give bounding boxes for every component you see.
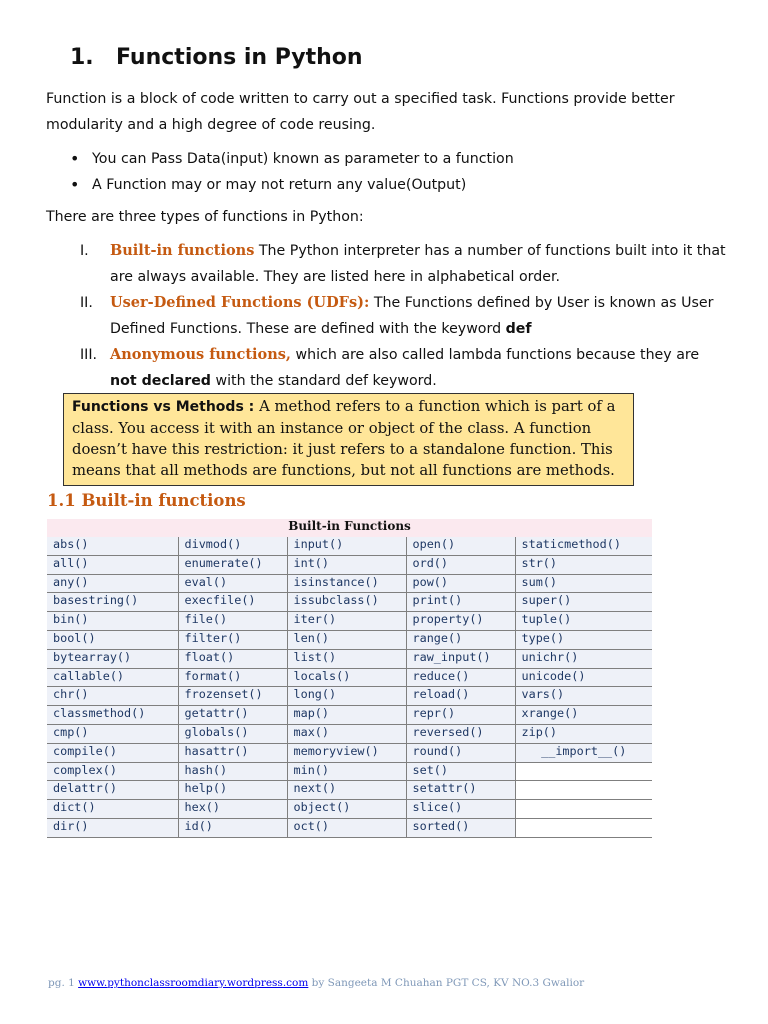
function-types-list bbox=[60, 238, 730, 394]
table-row bbox=[47, 800, 652, 819]
table-cell bbox=[515, 781, 652, 800]
type-item-builtin bbox=[60, 238, 730, 290]
table-row bbox=[47, 781, 652, 800]
table-cell bbox=[515, 818, 652, 837]
table-row bbox=[47, 724, 652, 743]
table-cell: super() bbox=[515, 593, 652, 612]
table-row bbox=[47, 762, 652, 781]
table-cell: int() bbox=[287, 555, 406, 574]
table-cell: ord() bbox=[406, 555, 515, 574]
table-row bbox=[47, 743, 652, 762]
table-cell: set() bbox=[406, 762, 515, 781]
table-cell: min() bbox=[287, 762, 406, 781]
table-cell: bin() bbox=[47, 612, 178, 631]
footer-author: by Sangeeta M Chuahan PGT CS, KV NO.3 Gwalior bbox=[308, 977, 585, 989]
table-cell: unichr() bbox=[515, 649, 652, 668]
table-cell: basestring() bbox=[47, 593, 178, 612]
bullet-item: • You can Pass Data(input) known as parameter to a function bbox=[70, 146, 514, 172]
table-row bbox=[47, 555, 652, 574]
table-cell: iter() bbox=[287, 612, 406, 631]
bold-not-declared: not declared bbox=[110, 373, 211, 389]
table-cell: file() bbox=[178, 612, 287, 631]
table-cell: all() bbox=[47, 555, 178, 574]
table-caption: Built-in Functions bbox=[47, 519, 652, 537]
keyword-def: def bbox=[505, 321, 532, 337]
table-cell: open() bbox=[406, 537, 515, 555]
table-cell bbox=[515, 762, 652, 781]
table-cell: long() bbox=[287, 687, 406, 706]
table-cell: any() bbox=[47, 574, 178, 593]
table-cell: unicode() bbox=[515, 668, 652, 687]
table-cell: compile() bbox=[47, 743, 178, 762]
table-cell: print() bbox=[406, 593, 515, 612]
table-row bbox=[47, 668, 652, 687]
table-cell: repr() bbox=[406, 706, 515, 725]
type-desc-end: with the standard def keyword. bbox=[210, 373, 437, 389]
table-cell: delattr() bbox=[47, 781, 178, 800]
footer-link[interactable]: www.pythonclassroomdiary.wordpress.com bbox=[78, 977, 309, 989]
table-cell: round() bbox=[406, 743, 515, 762]
table-cell: range() bbox=[406, 630, 515, 649]
page-footer bbox=[48, 977, 584, 989]
table-cell: classmethod() bbox=[47, 706, 178, 725]
table-cell: reload() bbox=[406, 687, 515, 706]
table-cell: sorted() bbox=[406, 818, 515, 837]
note-text: A method refers to a function which is part of a class. You access it with an instance or object of the class. A function doesn’t have this restriction: it just refers to a standalone function. This means that all methods are functions, but not all functions are methods. bbox=[72, 398, 616, 479]
table-row bbox=[47, 537, 652, 555]
type-desc: which are also called lambda functions because they are bbox=[290, 347, 700, 363]
table-cell: cmp() bbox=[47, 724, 178, 743]
table-row bbox=[47, 706, 652, 725]
table-cell: input() bbox=[287, 537, 406, 555]
table-cell: dir() bbox=[47, 818, 178, 837]
table-row bbox=[47, 593, 652, 612]
term-anonymous: Anonymous functions, bbox=[110, 346, 291, 363]
table-cell: execfile() bbox=[178, 593, 287, 612]
types-intro: There are three types of functions in Python: bbox=[46, 209, 364, 225]
table-cell: format() bbox=[178, 668, 287, 687]
table-cell: memoryview() bbox=[287, 743, 406, 762]
title-number: 1. bbox=[70, 45, 94, 70]
table-cell: divmod() bbox=[178, 537, 287, 555]
table-cell: id() bbox=[178, 818, 287, 837]
section-heading: 1.1 Built-in functions bbox=[47, 491, 246, 510]
builtin-functions-table bbox=[47, 519, 652, 838]
table-row bbox=[47, 818, 652, 837]
table-cell: float() bbox=[178, 649, 287, 668]
bullet-list bbox=[70, 146, 514, 198]
table-cell: vars() bbox=[515, 687, 652, 706]
table-cell: isinstance() bbox=[287, 574, 406, 593]
numeral: I. bbox=[80, 243, 89, 259]
term-udf: User-Defined Functions (UDFs): bbox=[110, 294, 370, 311]
table-cell: eval() bbox=[178, 574, 287, 593]
table-cell: reduce() bbox=[406, 668, 515, 687]
table-cell: zip() bbox=[515, 724, 652, 743]
table-cell bbox=[515, 800, 652, 819]
table-row bbox=[47, 574, 652, 593]
table-cell: setattr() bbox=[406, 781, 515, 800]
table-cell: len() bbox=[287, 630, 406, 649]
table-cell: next() bbox=[287, 781, 406, 800]
table-cell: callable() bbox=[47, 668, 178, 687]
footer-page: pg. 1 bbox=[48, 977, 79, 989]
table-cell: getattr() bbox=[178, 706, 287, 725]
type-item-anonymous bbox=[60, 342, 730, 394]
term-builtin: Built-in functions bbox=[110, 242, 255, 259]
table-row bbox=[47, 630, 652, 649]
table-row bbox=[47, 612, 652, 631]
table-cell: property() bbox=[406, 612, 515, 631]
table-body bbox=[47, 537, 652, 837]
table-cell: __import__() bbox=[515, 743, 652, 762]
numeral: II. bbox=[80, 295, 93, 311]
table-row bbox=[47, 649, 652, 668]
table-cell: help() bbox=[178, 781, 287, 800]
table-cell: staticmethod() bbox=[515, 537, 652, 555]
table-cell: max() bbox=[287, 724, 406, 743]
table-cell: xrange() bbox=[515, 706, 652, 725]
bullet-item: • A Function may or may not return any value(Output) bbox=[70, 172, 514, 198]
intro-paragraph: Function is a block of code written to carry out a specified task. Functions provide better modularity and a high degree of code reusing. bbox=[46, 91, 675, 133]
table-cell: hex() bbox=[178, 800, 287, 819]
table-cell: filter() bbox=[178, 630, 287, 649]
table-cell: pow() bbox=[406, 574, 515, 593]
table-cell: chr() bbox=[47, 687, 178, 706]
table-cell: bytearray() bbox=[47, 649, 178, 668]
table-cell: type() bbox=[515, 630, 652, 649]
table-cell: locals() bbox=[287, 668, 406, 687]
table-cell: str() bbox=[515, 555, 652, 574]
table-cell: raw_input() bbox=[406, 649, 515, 668]
page-title bbox=[70, 45, 363, 70]
type-item-udf bbox=[60, 290, 730, 342]
type-desc: The Functions defined by User is known as User Defined Functions. These are defined with the keyword bbox=[110, 295, 714, 337]
table-cell: list() bbox=[287, 649, 406, 668]
table-row bbox=[47, 687, 652, 706]
table-cell: dict() bbox=[47, 800, 178, 819]
note-label: Functions vs Methods : bbox=[72, 399, 260, 415]
functions-vs-methods-note bbox=[63, 393, 634, 486]
table-cell: reversed() bbox=[406, 724, 515, 743]
table-cell: globals() bbox=[178, 724, 287, 743]
table-cell: hasattr() bbox=[178, 743, 287, 762]
table-cell: oct() bbox=[287, 818, 406, 837]
table-cell: map() bbox=[287, 706, 406, 725]
title-text: Functions in Python bbox=[116, 45, 363, 70]
numeral: III. bbox=[80, 347, 98, 363]
type-desc: The Python interpreter has a number of functions built into it that are always available. They are listed here in alphabetical order. bbox=[110, 243, 726, 285]
table-cell: object() bbox=[287, 800, 406, 819]
table-cell: bool() bbox=[47, 630, 178, 649]
table-cell: sum() bbox=[515, 574, 652, 593]
table-cell: slice() bbox=[406, 800, 515, 819]
table-cell: complex() bbox=[47, 762, 178, 781]
table-cell: frozenset() bbox=[178, 687, 287, 706]
table-cell: tuple() bbox=[515, 612, 652, 631]
table-cell: issubclass() bbox=[287, 593, 406, 612]
table-cell: abs() bbox=[47, 537, 178, 555]
table-cell: enumerate() bbox=[178, 555, 287, 574]
table-cell: hash() bbox=[178, 762, 287, 781]
